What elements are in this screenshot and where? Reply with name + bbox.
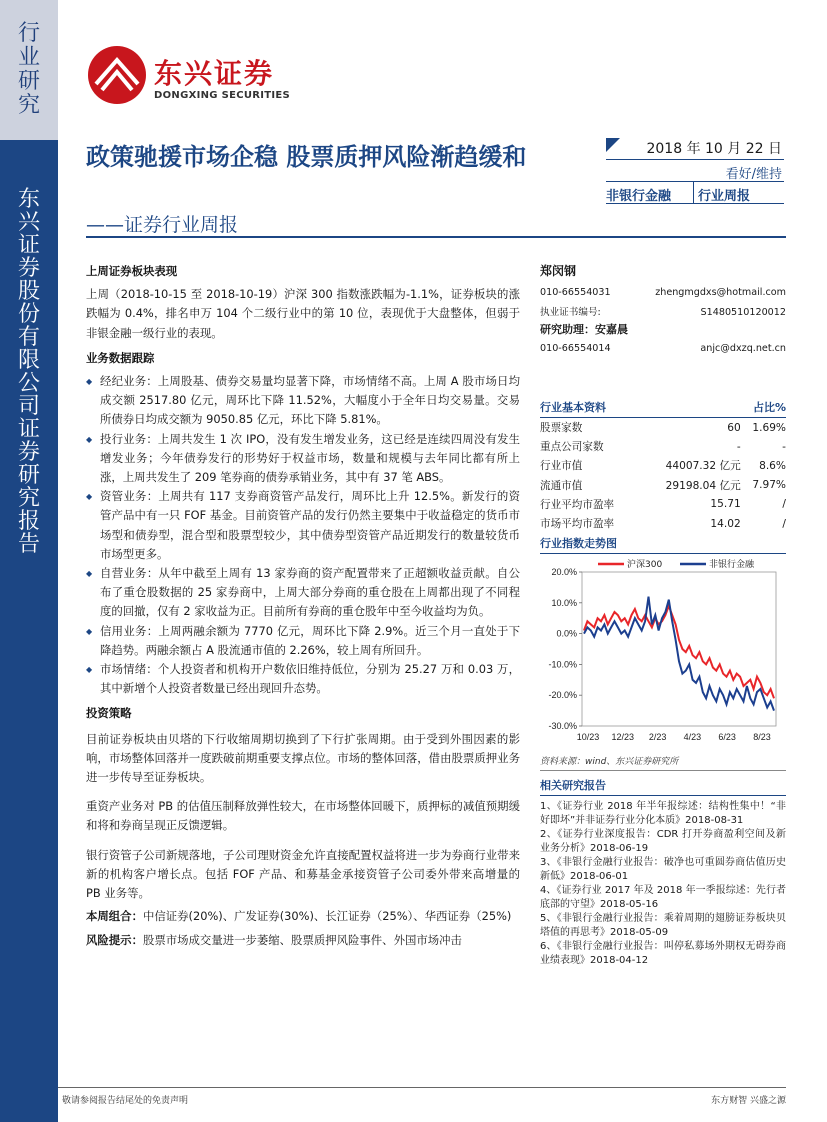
stats-value: 29198.04 亿元 <box>665 479 741 492</box>
stats-label: 股票家数 <box>540 422 583 435</box>
report-meta <box>606 138 784 204</box>
stats-value: 14.02 <box>710 517 741 530</box>
cert-label: 执业证书编号: <box>540 307 601 318</box>
related-reports <box>540 800 786 968</box>
x-tick-label: 2/23 <box>648 732 667 743</box>
related-report-item[interactable]: 4、《证券行业 2017 年及 2018 年一季报综述：先行者底部的守望》2018-05-16 <box>540 885 786 911</box>
related-report-item[interactable]: 2、《证券行业深度报告：CDR 打开券商盈利空间及新业务分析》2018-06-19 <box>540 829 786 855</box>
stats-row <box>540 495 786 514</box>
section-business-tracking: 业务数据跟踪 <box>86 350 155 365</box>
related-title: 相关研究报告 <box>540 779 606 793</box>
stats-label: 流通市值 <box>540 479 583 492</box>
assistant-contact <box>540 341 786 357</box>
stats-col-header: 占比% <box>752 401 786 414</box>
bullet-credit: ◆ 信用业务：上周两融余额为 7770 亿元，周环比下降 2.9%。近三个月一直处于下降趋势。两融余额占 A 股流通市值的 2.26%，较上周有所回升。 <box>86 622 520 660</box>
plot-frame <box>582 572 776 726</box>
sidebar-main-label: 东兴证券股份有限公司证券研究报告 <box>17 187 40 557</box>
related-report-item[interactable]: 1、《证券行业 2018 年半年报综述：结构性集中！“非好即坏”并非证券行业分化本质》2018-08-31 <box>540 801 786 827</box>
footer-slogan: 东方财智 兴盛之源 <box>711 1096 786 1106</box>
stats-value: 60 <box>727 421 741 434</box>
x-tick-label: 4/23 <box>683 732 702 743</box>
stats-value: - <box>736 440 741 453</box>
stats-row <box>540 476 786 495</box>
strategy-para-1: 目前证券板块由贝塔的下行收缩周期切换到了下行扩张周期。由于受到外围因素的影响，市场整体回落并一度跌破前期重要支撑点位。市场的整体回落，借由股票质押业务进一步传导至证券板块。 <box>86 731 520 785</box>
sidebar-top <box>0 0 58 140</box>
logo-cn: 东兴证券 <box>154 57 275 90</box>
stats-pct: 1.69% <box>752 421 786 434</box>
analyst-phone: 010-66554031 <box>540 287 611 298</box>
stats-row <box>540 437 786 456</box>
x-tick-label: 12/23 <box>611 732 635 743</box>
risk-label: 风险提示： <box>86 932 143 947</box>
portfolio-text: 中信证券(20%)、广发证券(30%)、长江证券（25%）、华西证券（25%) <box>142 909 512 924</box>
weekly-performance-text: 上周（2018-10-15 至 2018-10-19）沪深 300 指数涨跌幅为-1.1%，证券板块的涨跌幅为 0.4%，排名申万 104 个二级行业中的第 10 位，表现优于大盘整体，但弱于非银金融一级行业的表现。 <box>86 287 520 340</box>
bullet-proprietary: ◆ 自营业务：从年中截至上周有 13 家券商的资产配置带来了正超额收益贡献。自公布了重仓股数据的 25 家券商中，上周大部分券商的重仓股在上周都出现了不同程度的回撤，仅有 2 家收益为正。目前所有券商的重仓股年中至今收益均为负。 <box>86 564 520 622</box>
bullet-sentiment: ◆ 市场情绪：个人投资者和机构开户数依旧维持低位，分别为 25.27 万和 0.03 万，其中新增个人投资者数量已经出现回升态势。 <box>86 660 520 698</box>
stats-pct: / <box>782 517 786 530</box>
stats-value: 15.71 <box>710 498 741 511</box>
assistant-phone: 010-66554014 <box>540 343 611 354</box>
sidebar-main <box>0 140 58 1122</box>
stats-pct: - <box>782 440 786 453</box>
company-logo <box>86 44 326 110</box>
business-bullets <box>86 372 520 698</box>
meta-corner-icon <box>606 138 620 152</box>
related-report-item[interactable]: 6、《非银行金融行业报告：叫停私募场外期权无碍券商业绩表现》2018-04-12 <box>540 941 786 967</box>
stats-label: 行业市值 <box>540 460 583 473</box>
stats-value: 44007.32 亿元 <box>665 460 741 473</box>
series-line-hs300 <box>584 606 774 698</box>
y-tick-label: 10.0% <box>551 597 577 608</box>
analyst-block <box>540 262 786 357</box>
x-tick-label: 8/23 <box>753 732 771 743</box>
related-header <box>540 777 786 796</box>
stats-table <box>540 418 786 533</box>
portfolio-label: 本周组合： <box>86 909 143 924</box>
strategy-para-3: 银行资管子公司新规落地，子公司理财资金允许直接配置权益将进一步为券商行业带来新的机构客户增长点。包括 FOF 产品、和募基金承接资管子公司委外带来高增量的 PB 业务等。 <box>86 847 520 901</box>
related-report-item[interactable]: 5、《非银行金融行业报告：乘着周期的翅膀证券板块贝塔值的再思考》2018-05-09 <box>540 913 786 939</box>
chart-svg <box>540 554 786 754</box>
sidebar <box>0 0 58 1122</box>
page-footer <box>58 1087 786 1106</box>
portfolio-line <box>86 907 520 926</box>
stats-label: 重点公司家数 <box>540 441 604 454</box>
analyst-email: zhengmgdxs@hotmail.com <box>655 287 786 298</box>
x-tick-label: 10/23 <box>576 732 600 743</box>
assistant-name: 研究助理：安嘉晨 <box>540 323 628 336</box>
stats-header <box>540 399 786 418</box>
chart-header <box>540 535 786 554</box>
stats-label: 市场平均市盈率 <box>540 518 615 531</box>
side-column <box>540 262 786 968</box>
strategy-para-2: 重资产业务对 PB 的估值压制释放弹性较大，在市场整体回暖下，质押标的减值预期缓和将和券商呈现正反馈逻辑。 <box>86 799 520 833</box>
legend-label: 非银行金融 <box>709 560 755 571</box>
stats-row <box>540 514 786 533</box>
cert-number: S1480510120012 <box>700 307 786 318</box>
stats-row <box>540 456 786 475</box>
category-industry: 非银行金融 <box>606 182 694 203</box>
sidebar-top-label: 行业研究 <box>17 21 40 118</box>
chart-title: 行业指数走势图 <box>540 537 617 551</box>
bullet-investment-banking: ◆ 投行业务：上周共发生 1 次 IPO，没有发生增发业务，这已经是连续四周没有发生增发业务；今年债券发行的形势好于权益市场，数量和规模与去年同比都有所上涨，上周共发生了 209 笔券商的债券承销业务，其中有 37 笔 ABS。 <box>86 430 520 488</box>
report-rating: 看好/维持 <box>606 160 784 182</box>
related-report-item[interactable]: 3、《非银行金融行业报告：破净也可重圆券商估值历史新低》2018-06-01 <box>540 857 786 883</box>
report-categories <box>606 182 784 204</box>
stats-pct: / <box>782 498 786 511</box>
y-tick-label: -10.0% <box>548 659 577 670</box>
risk-text: 股票市场成交量进一步萎缩、股票质押风险事件、外国市场冲击 <box>142 932 462 947</box>
data-source: 资料来源：wind、东兴证券研究所 <box>540 754 786 771</box>
logo-en: DONGXING SECURITIES <box>154 90 291 101</box>
risk-line <box>86 931 520 950</box>
section-weekly-performance: 上周证券板块表现 <box>86 264 178 278</box>
report-title: 政策驰援市场企稳 股票质押风险渐趋缓和 <box>86 143 527 171</box>
analyst-contact <box>540 285 786 301</box>
y-tick-label: 20.0% <box>551 567 577 578</box>
analyst-name: 郑闵钢 <box>540 264 577 278</box>
x-tick-label: 6/23 <box>718 732 736 743</box>
bullet-asset-management: ◆ 资管业务：上周共有 117 支券商资管产品发行，周环比上升 12.5%。新发行的资管产品中有一只 FOF 基金。目前资管产品的发行仍然主要集中于收益稳定的货币市场型和债券型，混合型和股票型较少，其中债券型资管产品近期发行的数量较货币市场型更多。 <box>86 487 520 564</box>
stats-pct: 8.6% <box>759 459 786 472</box>
header-divider <box>86 236 786 238</box>
y-tick-label: -20.0% <box>548 690 577 701</box>
assistant-email: anjc@dxzq.net.cn <box>700 343 786 354</box>
category-type: 行业周报 <box>698 189 751 204</box>
stats-row <box>540 418 786 437</box>
y-tick-label: 0.0% <box>556 628 577 639</box>
footer-disclaimer[interactable]: 敬请参阅报告结尾处的免责声明 <box>62 1096 189 1106</box>
bullet-brokerage: ◆ 经纪业务：上周股基、债券交易量均显著下降，市场情绪不高。上周 A 股市场日均成交额 2517.80 亿元，周环比下降 11.52%，大幅度小于全年日均交易量。交易所债券日均成交额为 9050.85 亿元，环比下降 5.81%。 <box>86 372 520 430</box>
stats-label: 行业平均市盈率 <box>540 498 615 511</box>
y-tick-label: -30.0% <box>548 721 577 732</box>
logo-emblem-icon <box>86 44 148 106</box>
stats-pct: 7.97% <box>752 479 786 492</box>
report-date: 2018 年 10 月 22 日 <box>606 138 784 160</box>
stats-title: 行业基本资料 <box>540 401 606 414</box>
main-column <box>86 262 520 950</box>
legend-label: 沪深300 <box>627 560 663 571</box>
analyst-cert <box>540 305 786 321</box>
section-strategy: 投资策略 <box>86 706 132 721</box>
report-subtitle: ——证券行业周报 <box>86 214 239 236</box>
index-trend-chart <box>540 554 786 754</box>
